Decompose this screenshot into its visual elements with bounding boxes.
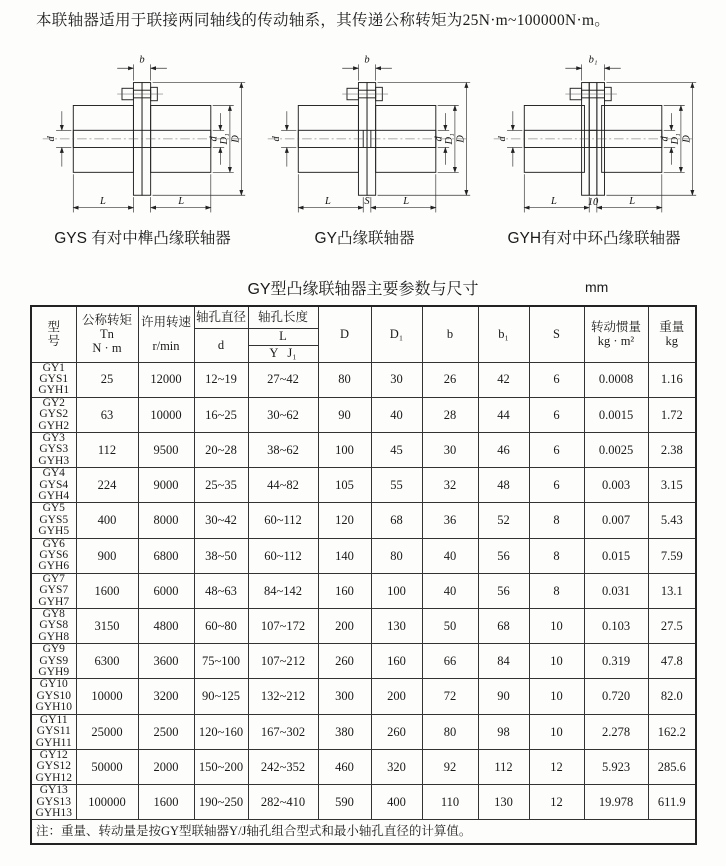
cell-length: 60~112 xyxy=(248,538,318,573)
cell-S: 6 xyxy=(529,468,584,503)
cell-D: 105 xyxy=(318,468,371,503)
diagram-caption-gyh: GYH有对中环凸缘联轴器 xyxy=(507,230,681,247)
dim-label-d-right: d xyxy=(659,136,671,142)
cell-bore: 38~50 xyxy=(194,538,248,573)
col-header-D: D xyxy=(318,306,371,362)
spec-table xyxy=(30,305,697,845)
dim-label-L-right: L xyxy=(403,195,410,207)
model-cell: GY8 GYS8 GYH8 xyxy=(31,609,76,644)
col-header-inertia: 转动惯量 kg · m² xyxy=(584,306,648,362)
cell-weight: 1.72 xyxy=(648,397,696,432)
cell-D1: 80 xyxy=(371,538,422,573)
unit-label: mm xyxy=(585,279,609,295)
cell-D1: 200 xyxy=(371,679,422,714)
cell-b1: 98 xyxy=(478,714,529,749)
table-title: GY型凸缘联轴器主要参数与尺寸 xyxy=(247,281,479,298)
model-cell: GY6 GYS6 GYH6 xyxy=(31,538,76,573)
cell-S: 10 xyxy=(529,679,584,714)
cell-b: 66 xyxy=(422,644,478,679)
cell-b: 26 xyxy=(422,362,478,397)
cell-b1: 46 xyxy=(478,432,529,467)
dim-label-D1: D₁ xyxy=(218,133,230,145)
diagram-gys xyxy=(25,52,260,248)
cell-inertia: 5.923 xyxy=(584,749,648,784)
dim-label-d-left: d xyxy=(271,136,283,142)
cell-inertia: 19.978 xyxy=(584,785,648,820)
cell-length: 30~62 xyxy=(248,397,318,432)
table-body xyxy=(31,362,696,820)
cell-D: 590 xyxy=(318,785,371,820)
cell-D: 160 xyxy=(318,573,371,608)
cell-b: 92 xyxy=(422,749,478,784)
cell-bore: 20~28 xyxy=(194,432,248,467)
cell-torque: 224 xyxy=(76,468,138,503)
cell-speed: 3600 xyxy=(138,644,194,679)
dim-label-d-right: d xyxy=(208,136,220,142)
cell-bore: 75~100 xyxy=(194,644,248,679)
cell-S: 12 xyxy=(529,785,584,820)
cell-D1: 30 xyxy=(371,362,422,397)
cell-b: 80 xyxy=(422,714,478,749)
table-header xyxy=(31,306,696,362)
dim-label-S: S xyxy=(364,195,370,207)
cell-b1: 42 xyxy=(478,362,529,397)
cell-length: 107~172 xyxy=(248,609,318,644)
model-cell: GY13 GYS13 GYH13 xyxy=(31,785,76,820)
cell-weight: 285.6 xyxy=(648,749,696,784)
cell-inertia: 0.103 xyxy=(584,609,648,644)
model-cell: GY5 GYS5 GYH5 xyxy=(31,503,76,538)
cell-inertia: 0.0015 xyxy=(584,397,648,432)
table-row xyxy=(31,432,696,467)
dim-label-b1: b₁ xyxy=(588,54,598,66)
col-header-b1: b₁ xyxy=(478,306,529,362)
cell-torque: 25 xyxy=(76,362,138,397)
cell-b1: 44 xyxy=(478,397,529,432)
cell-bore: 190~250 xyxy=(194,785,248,820)
table-row xyxy=(31,714,696,749)
dim-label-D1: D₁ xyxy=(670,133,682,145)
note-row xyxy=(31,820,696,844)
cell-D1: 260 xyxy=(371,714,422,749)
col-header-b: b xyxy=(422,306,478,362)
gy-coupling-drawing xyxy=(262,52,474,222)
dim-label-D: D xyxy=(229,135,241,143)
dim-label-L-left: L xyxy=(99,195,106,207)
cell-b: 40 xyxy=(422,538,478,573)
diagram-caption-gy: GY凸缘联轴器 xyxy=(314,230,415,247)
cell-S: 6 xyxy=(529,397,584,432)
cell-speed: 9000 xyxy=(138,468,194,503)
cell-weight: 13.1 xyxy=(648,573,696,608)
cell-weight: 3.15 xyxy=(648,468,696,503)
cell-bore: 90~125 xyxy=(194,679,248,714)
cell-torque: 50000 xyxy=(76,749,138,784)
cell-torque: 1600 xyxy=(76,573,138,608)
cell-speed: 8000 xyxy=(138,503,194,538)
cell-length: 38~62 xyxy=(248,432,318,467)
table-row xyxy=(31,644,696,679)
dim-label-d-left: d xyxy=(497,136,509,142)
model-cell: GY7 GYS7 GYH7 xyxy=(31,573,76,608)
cell-speed: 6800 xyxy=(138,538,194,573)
table-row xyxy=(31,503,696,538)
cell-b1: 84 xyxy=(478,644,529,679)
col-header-D1: D₁ xyxy=(371,306,422,362)
cell-inertia: 0.319 xyxy=(584,644,648,679)
cell-length: 282~410 xyxy=(248,785,318,820)
dim-label-L-right: L xyxy=(177,195,184,207)
cell-S: 8 xyxy=(529,538,584,573)
table-row xyxy=(31,785,696,820)
cell-S: 8 xyxy=(529,573,584,608)
cell-length: 107~212 xyxy=(248,644,318,679)
cell-bore: 60~80 xyxy=(194,609,248,644)
cell-inertia: 0.007 xyxy=(584,503,648,538)
cell-torque: 10000 xyxy=(76,679,138,714)
cell-weight: 82.0 xyxy=(648,679,696,714)
col-header-length-group: 轴孔长度 xyxy=(248,306,318,328)
cell-inertia: 2.278 xyxy=(584,714,648,749)
cell-weight: 1.16 xyxy=(648,362,696,397)
cell-bore: 12~19 xyxy=(194,362,248,397)
cell-bore: 16~25 xyxy=(194,397,248,432)
cell-b: 50 xyxy=(422,609,478,644)
cell-D1: 100 xyxy=(371,573,422,608)
model-cell: GY9 GYS9 GYH9 xyxy=(31,644,76,679)
cell-length: 27~42 xyxy=(248,362,318,397)
cell-D: 380 xyxy=(318,714,371,749)
cell-length: 84~142 xyxy=(248,573,318,608)
cell-D1: 55 xyxy=(371,468,422,503)
cell-inertia: 0.0025 xyxy=(584,432,648,467)
cell-weight: 2.38 xyxy=(648,432,696,467)
cell-D1: 68 xyxy=(371,503,422,538)
cell-S: 10 xyxy=(529,714,584,749)
cell-bore: 150~200 xyxy=(194,749,248,784)
intro-paragraph: 本联轴器适用于联接两同轴线的传动轴系，其传递公称转矩为25N·m~100000N·m。 xyxy=(36,12,611,29)
cell-length: 242~352 xyxy=(248,749,318,784)
cell-bore: 48~63 xyxy=(194,573,248,608)
cell-b: 28 xyxy=(422,397,478,432)
cell-bore: 30~42 xyxy=(194,503,248,538)
col-header-torque: 公称转矩 Tn N · m xyxy=(76,306,138,362)
model-cell: GY12 GYS12 GYH12 xyxy=(31,749,76,784)
col-header-weight: 重量 kg xyxy=(648,306,696,362)
cell-D1: 160 xyxy=(371,644,422,679)
table-row xyxy=(31,468,696,503)
cell-speed: 12000 xyxy=(138,362,194,397)
cell-b1: 48 xyxy=(478,468,529,503)
gyh-coupling-drawing xyxy=(488,52,700,222)
cell-weight: 7.59 xyxy=(648,538,696,573)
col-header-S: S xyxy=(529,306,584,362)
cell-bore: 25~35 xyxy=(194,468,248,503)
cell-weight: 27.5 xyxy=(648,609,696,644)
diagram-caption-gys: GYS 有对中榫凸缘联轴器 xyxy=(54,230,231,247)
cell-speed: 1600 xyxy=(138,785,194,820)
cell-bore: 120~160 xyxy=(194,714,248,749)
cell-weight: 611.9 xyxy=(648,785,696,820)
cell-inertia: 0.720 xyxy=(584,679,648,714)
cell-D1: 400 xyxy=(371,785,422,820)
cell-b: 30 xyxy=(422,432,478,467)
cell-D1: 45 xyxy=(371,432,422,467)
cell-b1: 130 xyxy=(478,785,529,820)
dim-label-d-right: d xyxy=(433,136,445,142)
cell-inertia: 0.0008 xyxy=(584,362,648,397)
cell-b1: 90 xyxy=(478,679,529,714)
cell-torque: 25000 xyxy=(76,714,138,749)
cell-inertia: 0.031 xyxy=(584,573,648,608)
dim-label-L-right: L xyxy=(629,195,636,207)
cell-length: 44~82 xyxy=(248,468,318,503)
cell-S: 10 xyxy=(529,609,584,644)
cell-b1: 56 xyxy=(478,538,529,573)
dim-label-d-left: d xyxy=(45,136,57,142)
dim-label-D: D xyxy=(455,135,467,143)
dim-label-b: b xyxy=(138,54,145,66)
dim-label-L-left: L xyxy=(550,195,557,207)
model-cell: GY10 GYS10 GYH10 xyxy=(31,679,76,714)
cell-torque: 63 xyxy=(76,397,138,432)
cell-speed: 3200 xyxy=(138,679,194,714)
cell-speed: 2500 xyxy=(138,714,194,749)
cell-D: 80 xyxy=(318,362,371,397)
cell-inertia: 0.015 xyxy=(584,538,648,573)
cell-S: 6 xyxy=(529,432,584,467)
col-header-length-YJ1: Y J₁ xyxy=(248,345,318,362)
cell-length: 60~112 xyxy=(248,503,318,538)
cell-S: 6 xyxy=(529,362,584,397)
col-header-bore-group: 轴孔直径 xyxy=(194,306,248,328)
cell-torque: 6300 xyxy=(76,644,138,679)
table-row xyxy=(31,397,696,432)
cell-D: 100 xyxy=(318,432,371,467)
cell-b1: 56 xyxy=(478,573,529,608)
cell-D1: 130 xyxy=(371,609,422,644)
cell-b: 32 xyxy=(422,468,478,503)
cell-S: 10 xyxy=(529,644,584,679)
cell-torque: 3150 xyxy=(76,609,138,644)
cell-D: 90 xyxy=(318,397,371,432)
cell-weight: 162.2 xyxy=(648,714,696,749)
cell-b1: 68 xyxy=(478,609,529,644)
table-row xyxy=(31,749,696,784)
diagram-gyh xyxy=(468,52,720,248)
cell-torque: 400 xyxy=(76,503,138,538)
model-cell: GY4 GYS4 GYH4 xyxy=(31,468,76,503)
col-header-length-L: L xyxy=(248,328,318,345)
cell-speed: 4800 xyxy=(138,609,194,644)
cell-D: 300 xyxy=(318,679,371,714)
cell-D1: 320 xyxy=(371,749,422,784)
cell-speed: 6000 xyxy=(138,573,194,608)
cell-b: 110 xyxy=(422,785,478,820)
model-cell: GY2 GYS2 GYH2 xyxy=(31,397,76,432)
cell-speed: 10000 xyxy=(138,397,194,432)
cell-speed: 9500 xyxy=(138,432,194,467)
cell-D: 260 xyxy=(318,644,371,679)
cell-speed: 2000 xyxy=(138,749,194,784)
cell-torque: 112 xyxy=(76,432,138,467)
cell-torque: 100000 xyxy=(76,785,138,820)
col-header-speed: 许用转速 r/min xyxy=(138,306,194,362)
cell-b: 36 xyxy=(422,503,478,538)
cell-b: 40 xyxy=(422,573,478,608)
model-cell: GY3 GYS3 GYH3 xyxy=(31,432,76,467)
cell-b1: 52 xyxy=(478,503,529,538)
dim-label-D: D xyxy=(681,135,693,143)
table-row xyxy=(31,538,696,573)
cell-D: 200 xyxy=(318,609,371,644)
model-cell: GY1 GYS1 GYH1 xyxy=(31,362,76,397)
cell-length: 132~212 xyxy=(248,679,318,714)
table-row xyxy=(31,573,696,608)
cell-inertia: 0.003 xyxy=(584,468,648,503)
cell-D1: 40 xyxy=(371,397,422,432)
cell-D: 120 xyxy=(318,503,371,538)
dim-label-D1: D₁ xyxy=(444,133,456,145)
cell-b1: 112 xyxy=(478,749,529,784)
dim-label-10: 10 xyxy=(587,196,599,208)
model-cell: GY11 GYS11 GYH11 xyxy=(31,714,76,749)
table-row xyxy=(31,362,696,397)
table-note: 注：重量、转动量是按GY型联轴器Y/J轴孔组合型式和最小轴孔直径的计算值。 xyxy=(31,820,696,844)
cell-D: 460 xyxy=(318,749,371,784)
diagram-gy xyxy=(262,52,467,248)
cell-torque: 900 xyxy=(76,538,138,573)
cell-length: 167~302 xyxy=(248,714,318,749)
cell-weight: 47.8 xyxy=(648,644,696,679)
dim-label-b: b xyxy=(364,54,370,66)
col-header-model: 型 号 xyxy=(31,306,76,362)
table-row xyxy=(31,609,696,644)
table-row xyxy=(31,679,696,714)
gys-coupling-drawing xyxy=(37,52,249,222)
cell-S: 12 xyxy=(529,749,584,784)
dim-label-L-left: L xyxy=(324,195,331,207)
col-header-bore-d: d xyxy=(194,328,248,362)
cell-weight: 5.43 xyxy=(648,503,696,538)
cell-b: 72 xyxy=(422,679,478,714)
cell-S: 8 xyxy=(529,503,584,538)
cell-D: 140 xyxy=(318,538,371,573)
